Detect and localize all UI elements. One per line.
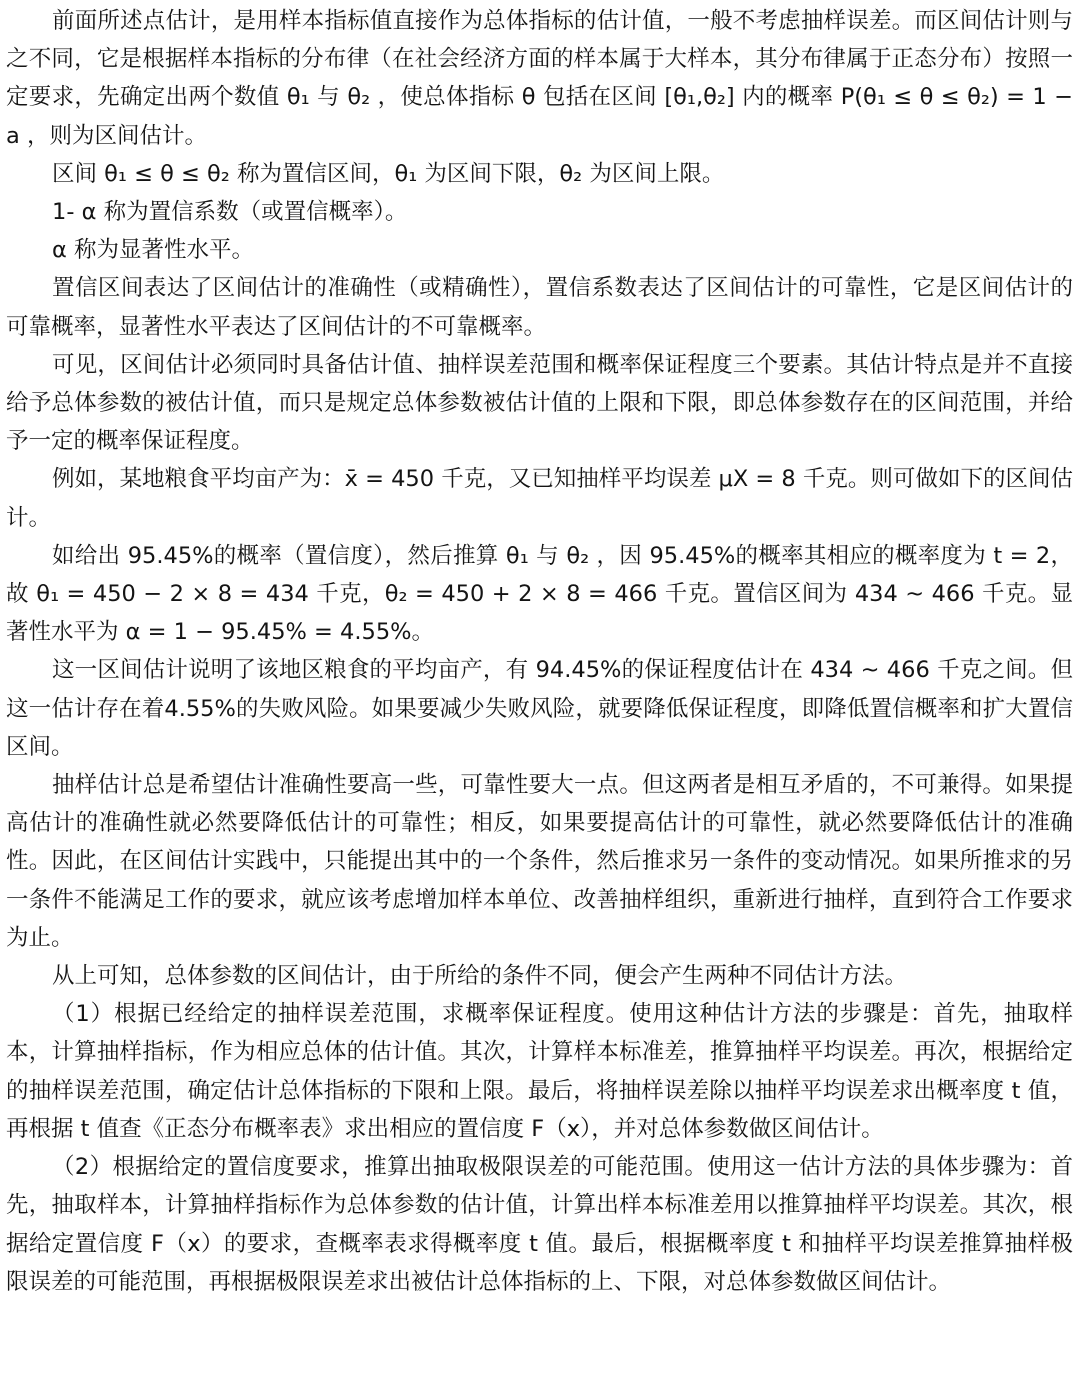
paragraph-two-methods: 从上可知，总体参数的区间估计，由于所给的条件不同，便会产生两种不同估计方法。 [52,963,908,990]
paragraph-example-intro: 例如，某地粮食平均亩产为：x̄ = 450 千克，又已知抽样平均误差 μX = 8 千克。则可做如下的区间估计。 [6,466,1073,531]
paragraph-example-calculation: 如给出 95.45%的概率（置信度），然后推算 θ₁ 与 θ₂ ，因 95.45%的概率其相应的概率度为 t = 2，故 θ₁ = 450 − 2 × 8 = 434 千克，θ₂ = 450 + 2 × 8 = 466 千克。置信区间为 434 ~ 466 千克。显著性水平为 α = 1 − 95.45% = 4.55%。 [6,542,1073,646]
paragraph-method-two: （2）根据给定的置信度要求，推算出抽取极限误差的可能范围。使用这一估计方法的具体步骤为：首先，抽取样本，计算抽样指标作为总体参数的估计值，计算出样本标准差用以推算抽样平均误差。其次，根据给定置信度 F（x）的要求，查概率表求得概率度 t 值。最后，根据概率度 t 和抽样平均误差推算抽样极限误差的可能范围，再根据极限误差求出被估计总体指标的上、下限，对总体参数做区间估计。 [6,1154,1073,1295]
paragraph-confidence-coefficient: 1- α 称为置信系数（或置信概率）。 [52,199,408,226]
paragraph-interval-estimation-definition: 前面所述点估计，是用样本指标值直接作为总体指标的估计值，一般不考虑抽样误差。而区间估计则与之不同，它是根据样本指标的分布律（在社会经济方面的样本属于大样本，其分布律属于正态分布）按照一定要求，先确定出两个数值 θ₁ 与 θ₂ ，使总体指标 θ 包括在区间 [θ₁,θ₂] 内的概率 P(θ₁ ≤ θ ≤ θ₂) = 1 − a ，则为区间估计。 [6,8,1073,149]
paragraph-tradeoff: 抽样估计总是希望估计准确性要高一些，可靠性要大一点。但这两者是相互矛盾的，不可兼得。如果提高估计的准确性就必然要降低估计的可靠性；相反，如果要提高估计的可靠性，就必然要降低估计的准确性。因此，在区间估计实践中，只能提出其中的一个条件，然后推求另一条件的变动情况。如果所推求的另一条件不能满足工作的要求，就应该考虑增加样本单位、改善抽样组织，重新进行抽样，直到符合工作要求为止。 [6,772,1073,951]
paragraph-accuracy-reliability: 置信区间表达了区间估计的准确性（或精确性），置信系数表达了区间估计的可靠性，它是区间估计的可靠概率，显著性水平表达了区间估计的不可靠概率。 [6,275,1073,340]
paragraph-method-one: （1）根据已经给定的抽样误差范围，求概率保证程度。使用这种估计方法的步骤是：首先，抽取样本，计算抽样指标，作为相应总体的估计值。其次，计算样本标准差，推算抽样平均误差。再次，根据给定的抽样误差范围，确定估计总体指标的下限和上限。最后，将抽样误差除以抽样平均误差求出概率度 t 值，再根据 t 值查《正态分布概率表》求出相应的置信度 F（x），并对总体参数做区间估计。 [6,1001,1073,1142]
paragraph-example-interpretation: 这一区间估计说明了该地区粮食的平均亩产，有 94.45%的保证程度估计在 434 ~ 466 千克之间。但这一估计存在着4.55%的失败风险。如果要减少失败风险，就要降低保证程度，即降低置信概率和扩大置信区间。 [6,657,1073,760]
paragraph-confidence-interval: 区间 θ₁ ≤ θ ≤ θ₂ 称为置信区间，θ₁ 为区间下限，θ₂ 为区间上限。 [52,160,725,187]
paragraph-three-elements: 可见，区间估计必须同时具备估计值、抽样误差范围和概率保证程度三个要素。其估计特点是并不直接给予总体参数的被估计值，而只是规定总体参数被估计值的上限和下限，即总体参数存在的区间范围，并给予一定的概率保证程度。 [6,351,1073,455]
paragraph-significance-level: α 称为显著性水平。 [52,237,254,264]
